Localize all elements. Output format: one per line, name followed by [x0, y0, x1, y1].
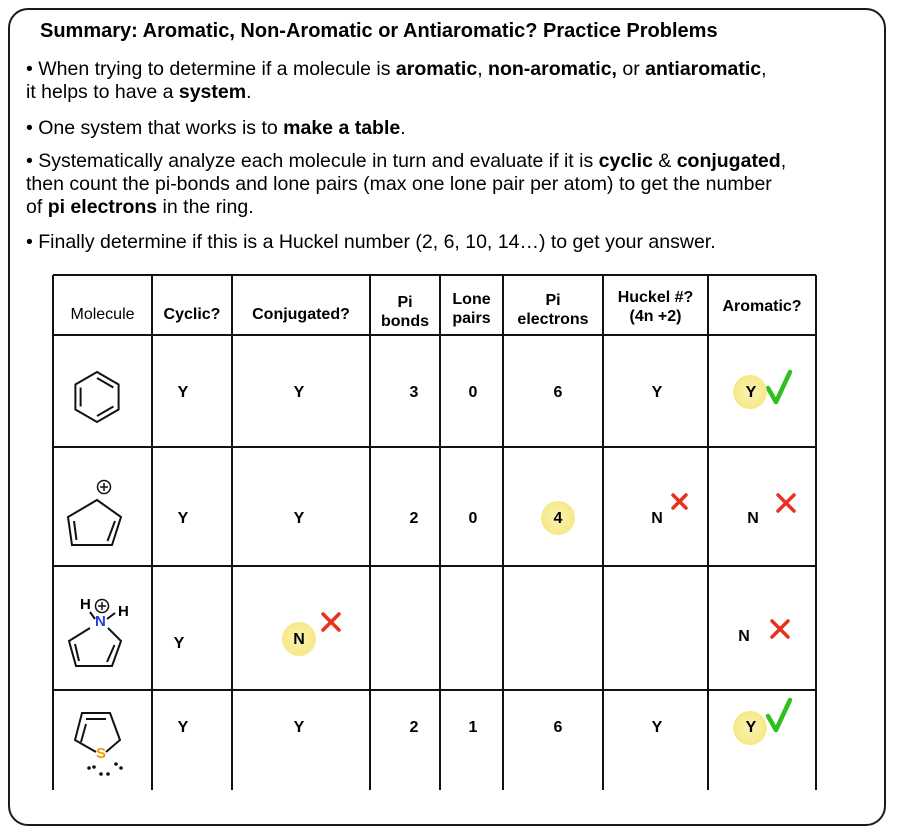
cell-lone-pairs: 0: [468, 510, 478, 527]
bullet-1-sep1: ,: [477, 58, 489, 80]
bullet-1-system: system: [178, 81, 247, 103]
bullet-2-bold: make a table: [283, 117, 401, 139]
cell-pi-electrons: 6: [553, 384, 563, 401]
cell-lone-pairs: 0: [468, 384, 478, 401]
cyclopentadienyl-cation-structure: [68, 481, 121, 546]
cell-huckel: Y: [651, 384, 663, 401]
thiophene-double-bond-2: [81, 724, 86, 742]
cell-conjugated: Y: [293, 384, 305, 401]
bullet-1-end: ,: [761, 58, 767, 80]
bullet-1-aromatic: aromatic: [395, 58, 478, 80]
cell-cyclic: Y: [177, 510, 189, 527]
cell-cyclic: Y: [177, 719, 189, 736]
cell-huckel: N: [651, 510, 663, 527]
bullet-3-end: ,: [780, 150, 787, 172]
bullet-3-conjugated: conjugated: [676, 150, 781, 172]
header-huckel: [603, 288, 708, 326]
header-cyclic: Cyclic?: [163, 306, 221, 323]
n-h-bond-right: [107, 613, 115, 619]
hydrogen-label: H: [80, 596, 91, 613]
header-pi-bonds-line1: Pi: [397, 294, 413, 311]
cell-aromatic: N: [747, 510, 759, 527]
header-huckel-line2: (4n +2): [629, 308, 682, 325]
bullet-3-line-2: then count the pi-bonds and lone pairs (max one lone pair per atom) to get the number: [26, 173, 772, 195]
header-lone-pairs: [440, 290, 503, 328]
header-aromatic: Aromatic?: [722, 298, 802, 315]
header-conjugated: Conjugated?: [252, 306, 350, 323]
cp-double-bond-1: [74, 521, 77, 540]
page-title: Summary: Aromatic, Non-Aromatic or Antiaromatic? Practice Problems: [40, 20, 718, 42]
nitrogen-label: N: [95, 613, 106, 630]
bullet-1-text: • When trying to determine if a molecule is: [26, 58, 396, 80]
bullet-3-pi-electrons: pi electrons: [47, 196, 158, 218]
cell-cyclic: Y: [173, 635, 185, 652]
header-huckel-line1: Huckel #?: [617, 289, 694, 306]
table-grid: [53, 275, 816, 790]
cell-aromatic: N: [738, 628, 750, 645]
bullet-1-sep2: or: [616, 58, 646, 80]
cell-cyclic: Y: [177, 384, 189, 401]
bullet-3-line3-text: of: [26, 196, 48, 218]
cell-huckel: Y: [651, 719, 663, 736]
lone-pair-dots: [87, 762, 123, 776]
header-pi-electrons: [503, 291, 603, 329]
header-pi-bonds-line2: bonds: [381, 313, 429, 330]
bullet-1-nonaromatic: non-aromatic,: [488, 58, 617, 80]
header-lone-pairs-line1: Lone: [452, 291, 491, 308]
cell-pi-electrons: 6: [553, 719, 563, 736]
cross-mark-icon: [778, 495, 794, 511]
cell-pi-electrons: 4: [553, 510, 563, 527]
cell-conjugated: Y: [293, 510, 305, 527]
pyrrolium-double-bond-1: [75, 644, 79, 661]
pyrrolium-structure: [69, 600, 121, 667]
bullet-1-antiaromatic: antiaromatic: [645, 58, 762, 80]
bullet-3-cyclic: cyclic: [598, 150, 653, 172]
bullet-2-text: • One system that works is to: [26, 117, 284, 139]
cross-mark-icon: [673, 495, 686, 508]
cell-pi-bonds: 2: [409, 719, 419, 736]
header-pi-electrons-line1: Pi: [545, 292, 561, 309]
check-mark-icon: [768, 372, 790, 402]
sulfur-label: S: [96, 745, 107, 762]
bullet-3-text: • Systematically analyze each molecule in turn and evaluate if it is: [26, 150, 599, 172]
positive-charge-icon: [96, 600, 109, 613]
header-pi-electrons-line2: electrons: [517, 311, 589, 328]
hydrogen-label: H: [118, 603, 129, 620]
cell-aromatic: Y: [745, 719, 757, 736]
cell-lone-pairs: 1: [468, 719, 478, 736]
cell-pi-bonds: 2: [409, 510, 419, 527]
cell-aromatic: Y: [745, 384, 757, 401]
cell-conjugated: N: [293, 631, 305, 648]
bullet-1-line2-end: .: [246, 81, 252, 103]
positive-charge-icon: [98, 481, 111, 494]
benzene-structure: [75, 372, 118, 422]
cell-pi-bonds: 3: [409, 384, 419, 401]
header-lone-pairs-line2: pairs: [452, 310, 491, 327]
cell-conjugated: Y: [293, 719, 305, 736]
bullet-4: • Finally determine if this is a Huckel number (2, 6, 10, 14…) to get your answer.: [26, 231, 716, 253]
header-molecule: Molecule: [70, 306, 135, 323]
cross-mark-icon: [323, 614, 339, 630]
bullet-1-line2-text: it helps to have a: [26, 81, 179, 103]
bullet-3-line3-end: in the ring.: [157, 196, 254, 218]
cross-mark-icon: [772, 621, 788, 637]
bullet-3-amp: &: [652, 150, 677, 172]
header-pi-bonds: [370, 293, 440, 331]
benzene-ring: [75, 372, 118, 422]
bullet-2-end: .: [400, 117, 406, 139]
check-mark-icon: [768, 700, 790, 730]
